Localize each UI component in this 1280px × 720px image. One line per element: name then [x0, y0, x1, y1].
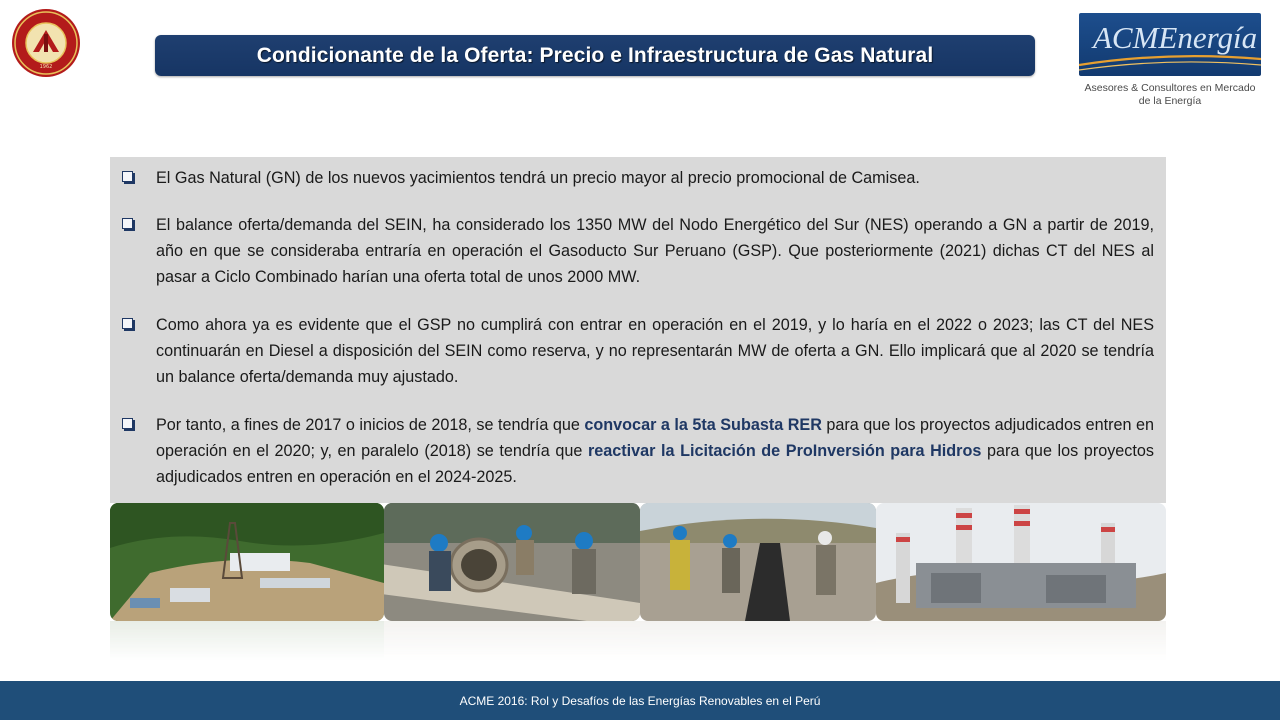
bullet-item	[122, 212, 1154, 290]
bullet-item	[122, 165, 1154, 191]
bullet-segment: El Gas Natural (GN) de los nuevos yacimientos tendrá un precio mayor al precio promocional de Camisea.	[156, 169, 920, 187]
bullet-segment: para que los proyectos adjudicados entren en operación en el 2020; y, en paralelo (2018) se tendría que	[156, 416, 1154, 460]
acm-tagline-line2: de la Energía	[1138, 95, 1202, 107]
acm-logo-word: ACMEnergía	[1093, 20, 1258, 55]
checkbox-bullet-icon	[122, 218, 133, 229]
pipeline-welding-crew-photo	[640, 503, 876, 621]
footer-bar	[0, 681, 1280, 720]
pipeline-workers-photo	[384, 503, 640, 621]
thermal-power-plant-photo	[876, 503, 1166, 621]
footer-text: ACME 2016: Rol y Desafíos de las Energías Renovables en el Perú	[459, 693, 821, 708]
colegio-ingenieros-seal-logo	[11, 8, 81, 78]
bullet-item	[122, 412, 1154, 490]
bullet-segment: Como ahora ya es evidente que el GSP no cumplirá con entrar en operación en el 2019, y lo haría en el 2022 o 2023; las CT del NES continuarán en Diesel a disposición del SEIN como reserva, y no representarán MW de oferta a GN. Ello implicará que al 2020 se tendría un balance oferta/demanda muy ajustado.	[156, 316, 1154, 386]
bullet-text	[156, 212, 1154, 290]
acm-tagline-line1: Asesores & Consultores en Mercado	[1084, 82, 1256, 94]
bullet-text	[156, 412, 1154, 490]
photo-strip	[110, 503, 1166, 621]
bullet-segment: para que los proyectos adjudicados entren en operación en el 2024-2025.	[156, 442, 1154, 486]
checkbox-bullet-icon	[122, 418, 133, 429]
checkbox-bullet-icon	[122, 171, 133, 182]
acm-tagline	[1079, 82, 1261, 108]
bullet-item	[122, 312, 1154, 390]
professional-seal-icon	[11, 8, 81, 78]
seal-year: 1962	[39, 64, 53, 70]
reflection-tile	[876, 621, 1166, 661]
bullet-highlight: convocar a la 5ta Subasta RER	[584, 416, 822, 434]
content-panel	[110, 157, 1166, 503]
bullet-highlight: reactivar la Licitación de ProInversión para Hidros	[587, 442, 982, 460]
title-bar	[155, 35, 1035, 76]
reflection-tile	[640, 621, 876, 661]
reflection-tile	[110, 621, 384, 661]
bullet-text	[156, 312, 1154, 390]
reflection-tile	[384, 621, 640, 661]
bullet-segment: El balance oferta/demanda del SEIN, ha considerado los 1350 MW del Nodo Energético del Sur (NES) operando a GN a partir de 2019, año en que se consideraba entraría en operación el Gasoducto Sur Peruano (GSP). Que posteriormente (2021) dichas CT del NES al pasar a Ciclo Combinado harían una oferta total de unos 2000 MW.	[156, 216, 1154, 286]
checkbox-bullet-icon	[122, 318, 133, 329]
gas-field-aerial-photo	[110, 503, 384, 621]
page-title: Condicionante de la Oferta: Precio e Infraestructura de Gas Natural	[256, 43, 934, 67]
photo-reflection	[110, 621, 1166, 661]
bullet-text	[156, 165, 1154, 191]
bullet-segment: Por tanto, a fines de 2017 o inicios de 2018, se tendría que	[156, 416, 585, 434]
acm-energia-logo	[1079, 13, 1261, 76]
